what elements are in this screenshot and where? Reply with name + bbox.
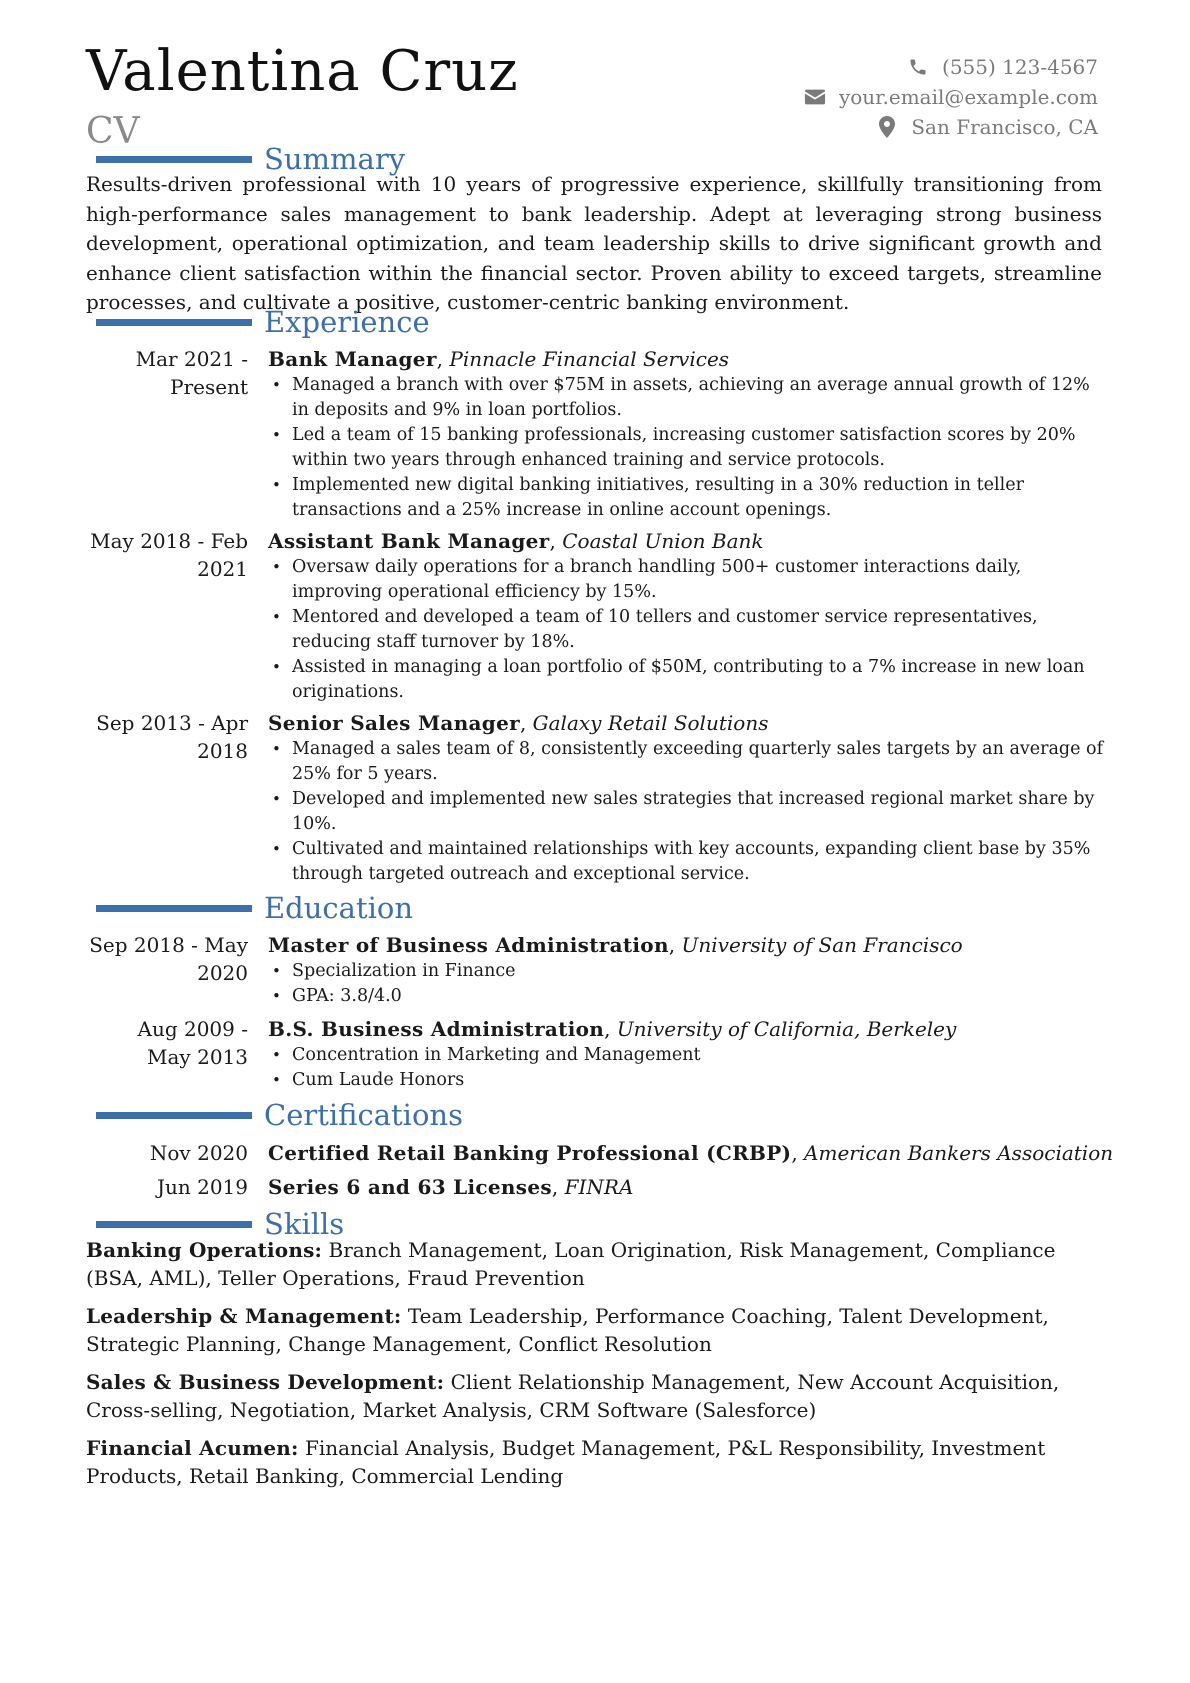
entry-date xyxy=(86,345,248,401)
job-title: Assistant Bank Manager xyxy=(268,529,550,553)
summary-text: Results-driven professional with 10 years of progressive experience, skillfully transitioning from high-performance sales management to bank leadership. Adept at leveraging strong business development, operational optimization, and team leadership skills to drive significant growth and enhance client satisfaction within the financial sector. Proven ability to exceed targets, streamline processes, and cultivate a positive, customer-centric banking environment. xyxy=(86,172,1102,314)
skill-list: Branch Management, Loan Origination, Risk Management, Compliance (BSA, AML), Teller Operations, Fraud Prevention xyxy=(86,1238,1056,1290)
entry-date: Nov 2020 xyxy=(149,1141,248,1165)
contact-block xyxy=(803,52,1098,142)
section-bar xyxy=(96,905,252,912)
entry-date xyxy=(86,709,248,765)
entry-date: Jun 2019 xyxy=(156,1175,248,1199)
entry-body xyxy=(268,931,1104,1009)
bullet-item: • Specialization in Finance xyxy=(268,959,1104,984)
skill-category: Financial Acumen: xyxy=(86,1436,299,1460)
bullet-list xyxy=(268,373,1104,523)
certification-name: Series 6 and 63 Licenses xyxy=(268,1175,552,1199)
email-text: your.email@example.com xyxy=(838,85,1098,109)
entry-headline: Master of Business Administration, University of San Francisco xyxy=(268,933,963,957)
bullet-item: • Developed and implemented new sales strategies that increased regional market share by 10%. xyxy=(268,787,1104,837)
employer: Pinnacle Financial Services xyxy=(449,347,730,371)
entry-headline: Bank Manager, Pinnacle Financial Services xyxy=(268,347,730,371)
experience-section-header xyxy=(96,304,430,340)
section-title: Education xyxy=(264,891,414,925)
certifications-section-header xyxy=(96,1097,463,1133)
certification-issuer: American Bankers Association xyxy=(804,1141,1114,1165)
section-bar xyxy=(96,1112,252,1119)
entry-body xyxy=(268,1139,1114,1167)
contact-email[interactable] xyxy=(803,82,1098,112)
entry-date xyxy=(86,527,248,583)
date-line: 2018 xyxy=(197,739,248,763)
date-line: Sep 2018 - May xyxy=(89,933,248,957)
date-line: Present xyxy=(170,375,248,399)
date-line: May 2013 xyxy=(147,1045,248,1069)
map-pin-icon xyxy=(875,116,899,138)
certification-issuer: FINRA xyxy=(564,1175,634,1199)
skill-group xyxy=(86,1368,1102,1424)
entry-date xyxy=(86,1015,248,1071)
bullet-item: • Concentration in Marketing and Management xyxy=(268,1043,1104,1068)
skill-list: Financial Analysis, Budget Management, P&L Responsibility, Investment Products, Retail Banking, Commercial Lending xyxy=(86,1436,1046,1488)
bullet-item: • Cum Laude Honors xyxy=(268,1068,1104,1093)
date-line: Aug 2009 - xyxy=(137,1017,248,1041)
contact-location[interactable] xyxy=(803,112,1098,142)
degree: Master of Business Administration xyxy=(268,933,669,957)
section-title: Experience xyxy=(264,305,430,339)
degree: B.S. Business Administration xyxy=(268,1017,605,1041)
entry-headline: Series 6 and 63 Licenses, FINRA xyxy=(268,1175,634,1199)
bullet-item: • Mentored and developed a team of 10 tellers and customer service representatives, reducing staff turnover by 18%. xyxy=(268,605,1104,655)
entry-body xyxy=(268,709,1104,887)
skill-category: Sales & Business Development: xyxy=(86,1370,445,1394)
bullet-item: • Led a team of 15 banking professionals, increasing customer satisfaction scores by 20% within two years through enhanced training and service protocols. xyxy=(268,423,1104,473)
entry-headline: Senior Sales Manager, Galaxy Retail Solutions xyxy=(268,711,769,735)
section-bar xyxy=(96,1221,252,1228)
certification-name: Certified Retail Banking Professional (CRBP) xyxy=(268,1141,792,1165)
entry-headline: Assistant Bank Manager, Coastal Union Bank xyxy=(268,529,764,553)
section-title: Certifications xyxy=(264,1098,463,1132)
section-bar xyxy=(96,319,252,326)
date-line: 2021 xyxy=(197,557,248,581)
phone-icon xyxy=(906,56,930,78)
entry-headline: B.S. Business Administration, University of California, Berkeley xyxy=(268,1017,957,1041)
bullet-list xyxy=(268,555,1104,705)
bullet-item: • GPA: 3.8/4.0 xyxy=(268,984,1104,1009)
bullet-list xyxy=(268,737,1104,887)
skill-group xyxy=(86,1434,1102,1490)
employer: Coastal Union Bank xyxy=(562,529,764,553)
employer: Galaxy Retail Solutions xyxy=(532,711,769,735)
date-line: May 2018 - Feb xyxy=(90,529,248,553)
entry-body xyxy=(268,527,1104,705)
section-bar xyxy=(96,156,252,163)
entry-headline: Certified Retail Banking Professional (CRBP), American Bankers Association xyxy=(268,1141,1114,1165)
bullet-item: • Cultivated and maintained relationships with key accounts, expanding client base by 35% through targeted outreach and exceptional service. xyxy=(268,837,1104,887)
skill-list: Client Relationship Management, New Account Acquisition, Cross-selling, Negotiation, Market Analysis, CRM Software (Salesforce) xyxy=(86,1370,1060,1422)
bullet-item: • Assisted in managing a loan portfolio of $50M, contributing to a 7% increase in new loan originations. xyxy=(268,655,1104,705)
section-title: Summary xyxy=(264,142,406,176)
bullet-item: • Oversaw daily operations for a branch handling 500+ customer interactions daily, improving operational efficiency by 15%. xyxy=(268,555,1104,605)
education-section-header xyxy=(96,890,413,926)
location-text: San Francisco, CA xyxy=(911,115,1098,139)
section-title: Skills xyxy=(264,1207,345,1241)
date-line: Mar 2021 - xyxy=(135,347,248,371)
skill-list: Team Leadership, Performance Coaching, Talent Development, Strategic Planning, Change Management, Conflict Resolution xyxy=(86,1304,1049,1356)
envelope-icon xyxy=(803,86,827,108)
bullet-item: • Implemented new digital banking initiatives, resulting in a 30% reduction in teller transactions and a 25% increase in online account openings. xyxy=(268,473,1104,523)
school: University of California, Berkeley xyxy=(616,1017,957,1041)
date-line: 2020 xyxy=(197,961,248,985)
entry-body xyxy=(268,1173,1104,1201)
candidate-name: Valentina Cruz xyxy=(86,39,519,104)
contact-phone[interactable] xyxy=(803,52,1098,82)
bullet-list xyxy=(268,1043,1104,1093)
skill-category: Leadership & Management: xyxy=(86,1304,402,1328)
bullet-list xyxy=(268,959,1104,1009)
phone-text: (555) 123-4567 xyxy=(942,55,1098,79)
entry-date xyxy=(86,931,248,987)
entry-body xyxy=(268,345,1104,523)
bullet-item: • Managed a branch with over $75M in assets, achieving an average annual growth of 12% in deposits and 9% in loan portfolios. xyxy=(268,373,1104,423)
bullet-item: • Managed a sales team of 8, consistently exceeding quarterly sales targets by an average of 25% for 5 years. xyxy=(268,737,1104,787)
resume-page xyxy=(86,0,1114,1683)
document-type: CV xyxy=(86,111,140,152)
school: University of San Francisco xyxy=(681,933,963,957)
entry-body xyxy=(268,1015,1104,1093)
job-title: Senior Sales Manager xyxy=(268,711,520,735)
skill-category: Banking Operations: xyxy=(86,1238,323,1262)
job-title: Bank Manager xyxy=(268,347,437,371)
date-line: Sep 2013 - Apr xyxy=(96,711,248,735)
skill-group xyxy=(86,1236,1102,1292)
skill-group xyxy=(86,1302,1102,1358)
